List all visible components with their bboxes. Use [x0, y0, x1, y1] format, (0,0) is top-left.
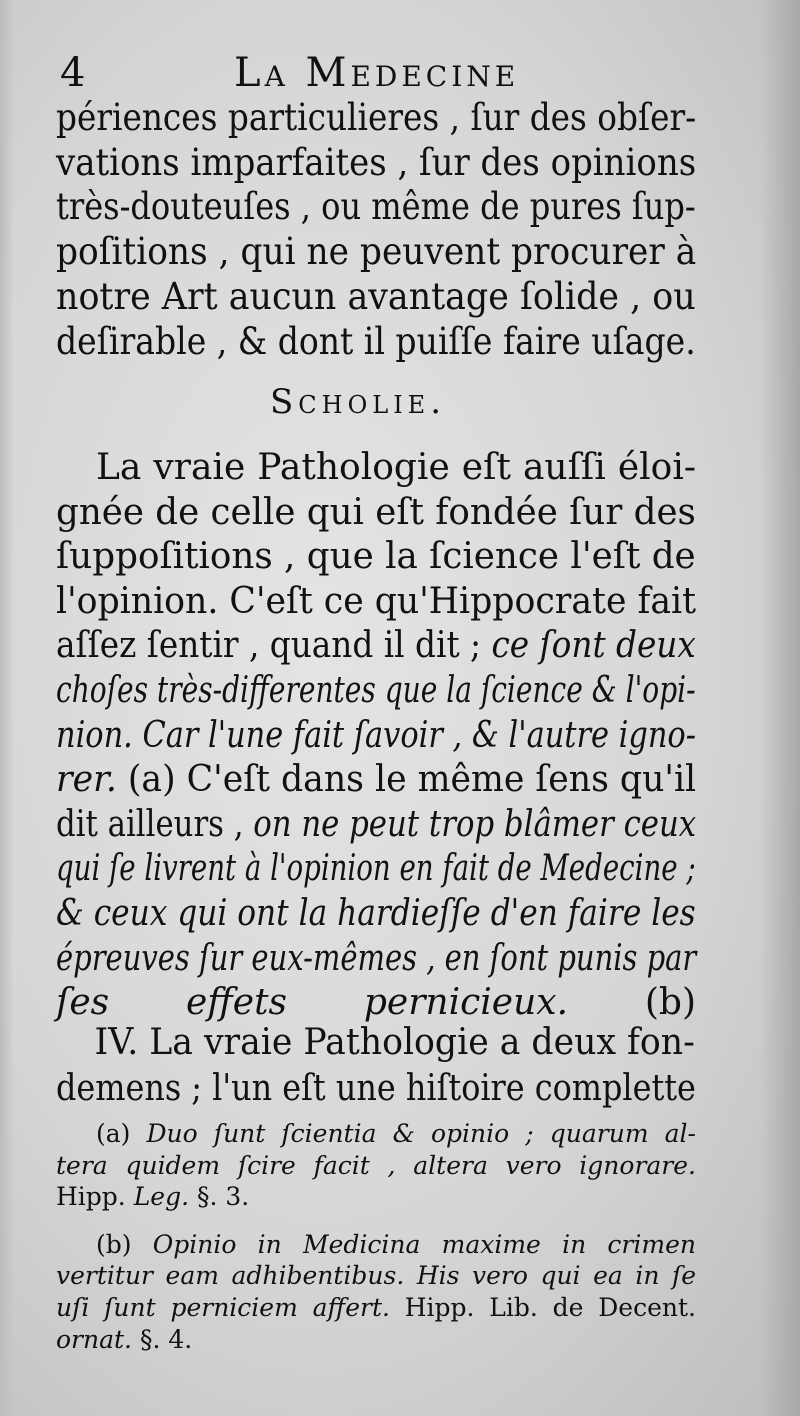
roman-text: demens ; l'un eſt une hiſtoire complette	[56, 1068, 696, 1109]
roman-text: gnée de celle qui eſt fondée ſur des	[56, 491, 696, 533]
text-line	[56, 937, 697, 982]
text-line	[56, 892, 696, 937]
text-line	[56, 491, 696, 536]
roman-text: La vraie Pathologie eſt auſſi éloi-	[96, 447, 696, 488]
roman-text: (b)	[568, 982, 697, 1024]
text-line: périences particulieres , ſur des obſer-	[56, 96, 697, 139]
roman-text: (b)	[96, 1229, 153, 1259]
text-line	[56, 803, 697, 848]
text-line	[56, 669, 696, 714]
italic-text: Leg.	[133, 1182, 190, 1212]
italic-text: tera quidem ſcire facit , altera vero ignorare.	[56, 1150, 696, 1180]
text-line	[56, 714, 696, 759]
scholie-paragraph	[56, 446, 696, 1026]
roman-text: dit ailleurs ,	[56, 803, 254, 845]
italic-text: on ne peut trop blâmer ceux	[253, 803, 697, 845]
italic-text: uſi ſunt perniciem affert.	[56, 1292, 390, 1322]
text-line	[56, 535, 696, 580]
text-line	[56, 446, 696, 491]
italic-text: choſes très-differentes que la ſcience & l'opi-	[56, 669, 696, 711]
italic-text: vertitur eam adhibentibus. His vero qui ea in ſe	[56, 1261, 696, 1291]
italic-text: qui ſe livrent à l'opinion en fait de Medecine ;	[56, 848, 696, 890]
italic-text: ornat.	[56, 1324, 133, 1354]
roman-text: aſſez ſentir , quand il dit ;	[56, 625, 492, 667]
roman-text: Hipp.	[56, 1182, 134, 1212]
scholie-heading: Scholie.	[270, 382, 447, 422]
text-line	[56, 1292, 696, 1324]
roman-text: §. 3.	[189, 1182, 250, 1212]
text-line: vations imparfaites , ſur des opinions	[56, 140, 697, 184]
italic-text: épreuves ſur eux-mêmes , en ſont punis par	[56, 937, 697, 979]
page-shadow-left	[0, 0, 14, 1416]
footnote-a	[56, 1118, 696, 1213]
page-number: 4	[60, 50, 86, 96]
text-line	[56, 1181, 696, 1213]
footnotes	[56, 1118, 696, 1355]
roman-text: §. 4.	[132, 1324, 193, 1354]
footnote-spacer	[56, 1213, 696, 1229]
italic-text: ſes effets pernicieux.	[56, 982, 569, 1024]
italic-text: Duo ſunt ſcientia & opinio ; quarum al-	[146, 1119, 696, 1148]
page-shadow-right	[760, 0, 800, 1416]
roman-text: (a) C'eſt dans le même ſens qu'il	[116, 759, 697, 801]
text-line	[56, 1324, 696, 1356]
italic-text: nion. Car l'une fait ſavoir , & l'autre igno-	[56, 714, 696, 756]
italic-text: ce ſont deux	[491, 625, 696, 667]
section-iv-paragraph	[56, 1020, 696, 1112]
roman-text: IV. La vraie Pathologie a deux fon-	[94, 1022, 695, 1063]
roman-text: Hipp. Lib. de Decent.	[389, 1292, 696, 1322]
text-line	[56, 624, 696, 669]
text-line: notre Art aucun avantage ſolide , ou	[56, 274, 696, 318]
footnote-b	[56, 1229, 696, 1355]
text-line	[56, 847, 696, 892]
top-paragraph	[56, 96, 696, 364]
italic-text: Opinio in Medicina maxime in crimen	[152, 1229, 696, 1259]
text-line: deſirable , & dont il puiſſe faire uſage.	[56, 319, 696, 363]
text-line	[56, 758, 697, 803]
text-line	[56, 1150, 696, 1182]
text-line	[56, 1260, 696, 1292]
roman-text: (a)	[96, 1119, 147, 1148]
roman-text: ſuppoſitions , que la ſcience l'eſt de	[56, 536, 696, 578]
running-head: La Medecine	[234, 50, 520, 96]
italic-text: & ceux qui ont la hardieſſe d'en faire les	[56, 892, 696, 934]
text-line: poſitions , qui ne peuvent procurer à	[56, 230, 697, 274]
text-line	[56, 1020, 695, 1066]
text-line	[56, 1118, 696, 1150]
text-line	[56, 580, 697, 625]
page-header	[56, 44, 706, 104]
text-line: très-douteuſes , ou même de pures ſup-	[56, 185, 696, 229]
text-line	[56, 1066, 696, 1112]
roman-text: l'opinion. C'eſt ce qu'Hippocrate fait	[56, 580, 697, 622]
text-line	[56, 1229, 696, 1261]
italic-text: rer.	[56, 759, 117, 801]
